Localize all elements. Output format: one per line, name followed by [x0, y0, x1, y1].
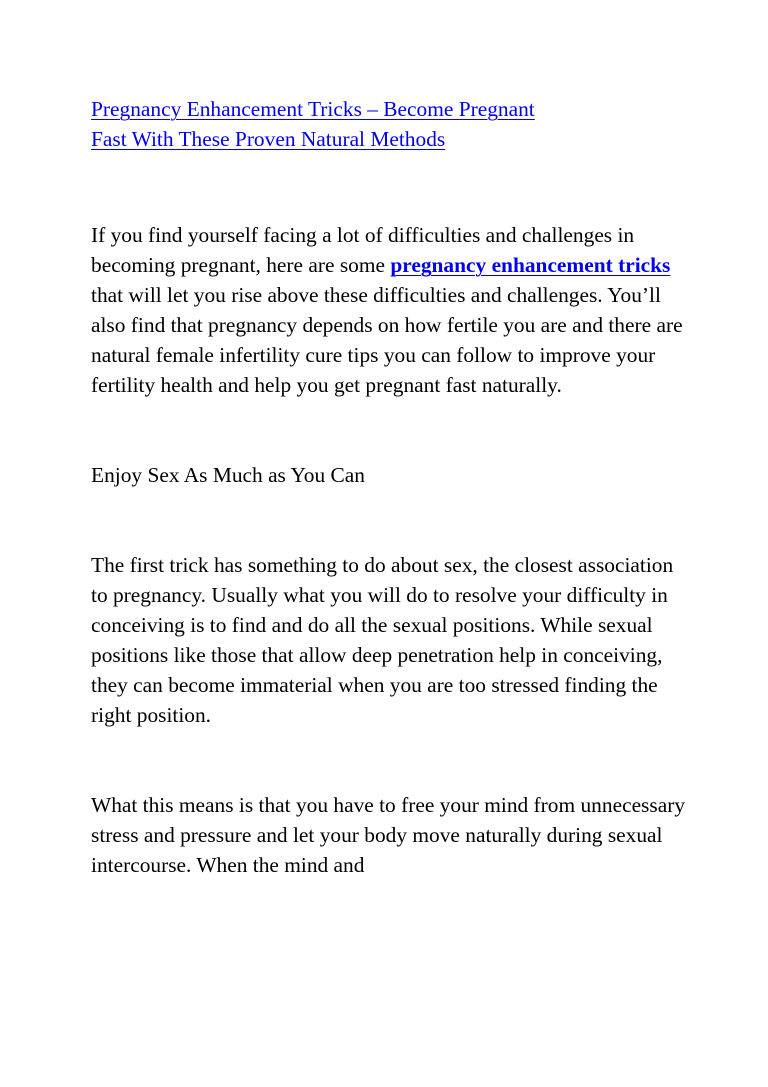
- document-body: [91, 94, 691, 880]
- spacer: [91, 154, 691, 220]
- intro-paragraph: [91, 220, 691, 400]
- intro-text-before-link: If you find yourself facing a lot of difficulties and challenges in becoming pregnant, here are some: [91, 223, 635, 277]
- spacer: [91, 490, 691, 550]
- title-line-2[interactable]: Fast With These Proven Natural Methods: [91, 127, 446, 151]
- section-heading-enjoy-sex: Enjoy Sex As Much as You Can: [91, 463, 365, 487]
- title-line-1[interactable]: Pregnancy Enhancement Tricks – Become Pregnant: [91, 97, 535, 121]
- spacer: [91, 730, 691, 790]
- spacer: [91, 400, 691, 460]
- free-your-mind-paragraph: What this means is that you have to free your mind from unnecessary stress and pressure and let your body move naturally during sexual intercourse. When the mind and: [91, 793, 686, 877]
- intro-text-after-link: that will let you rise above these difficulties and challenges. You’ll also find that pregnancy depends on how fertile you are and there are natural female infertility cure tips you can follow to improve your fertility health and help you get pregnant fast naturally.: [91, 283, 683, 397]
- article-title-link[interactable]: [91, 94, 691, 154]
- pregnancy-enhancement-tricks-link[interactable]: pregnancy enhancement tricks: [390, 253, 671, 277]
- first-trick-paragraph: The first trick has something to do about sex, the closest association to pregnancy. Usually what you will do to resolve your difficulty in conceiving is to find and do all the sexual positions. While sexual positions like those that allow deep penetration help in conceiving, they can become immaterial when you are too stressed finding the right position.: [91, 553, 674, 727]
